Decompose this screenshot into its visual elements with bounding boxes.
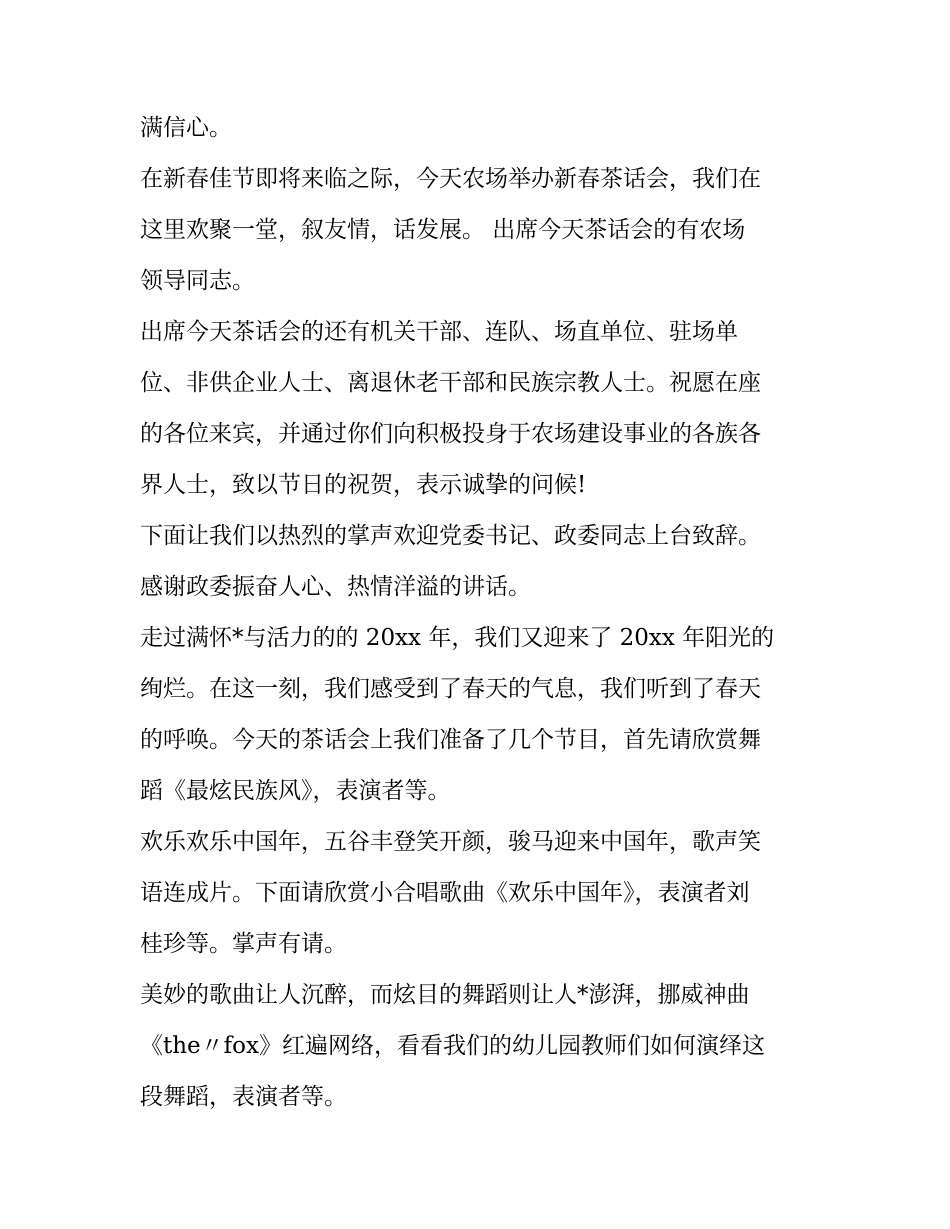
text-line: 位、非供企业人士、离退休老干部和民族宗教人士。祝愿在座 <box>140 370 761 396</box>
text-line: 桂珍等。掌声有请。 <box>140 931 347 957</box>
text-line: 界人士，致以节日的祝贺，表示诚挚的问候! <box>140 472 587 498</box>
text-line: 欢乐欢乐中国年，五谷丰登笑开颜，骏马迎来中国年，歌声笑 <box>140 829 761 855</box>
text-line: 在新春佳节即将来临之际，今天农场举办新春茶话会，我们在 <box>140 166 761 192</box>
text-line: 出席今天茶话会的还有机关干部、连队、场直单位、驻场单 <box>140 319 738 345</box>
text-line: 美妙的歌曲让人沉醉，而炫目的舞蹈则让人*澎湃，挪威神曲 <box>140 982 750 1008</box>
text-line: 绚烂。在这一刻，我们感受到了春天的气息，我们听到了春天 <box>140 676 761 702</box>
text-line: 满信心。 <box>140 115 232 141</box>
text-line: 语连成片。下面请欣赏小合唱歌曲《欢乐中国年》，表演者刘 <box>140 880 750 906</box>
text-line: 的呼唤。今天的茶话会上我们准备了几个节目，首先请欣赏舞 <box>140 727 761 753</box>
text-line: 下面让我们以热烈的掌声欢迎党委书记、政委同志上台致辞。 <box>140 523 761 549</box>
text-line: 感谢政委振奋人心、热情洋溢的讲话。 <box>140 574 531 600</box>
text-line: 段舞蹈，表演者等。 <box>140 1084 347 1110</box>
text-line: 《the〃fox》红遍网络，看看我们的幼儿园教师们如何演绎这 <box>140 1033 765 1059</box>
text-line: 领导同志。 <box>140 268 255 294</box>
text-line: 走过满怀*与活力的的 20xx 年，我们又迎来了 20xx 年阳光的 <box>140 625 775 651</box>
text-line: 的各位来宾，并通过你们向积极投身于农场建设事业的各族各 <box>140 421 761 447</box>
text-line: 这里欢聚一堂，叙友情，话发展。 出席今天茶话会的有农场 <box>140 217 746 243</box>
text-line: 蹈《最炫民族风》，表演者等。 <box>140 778 451 804</box>
